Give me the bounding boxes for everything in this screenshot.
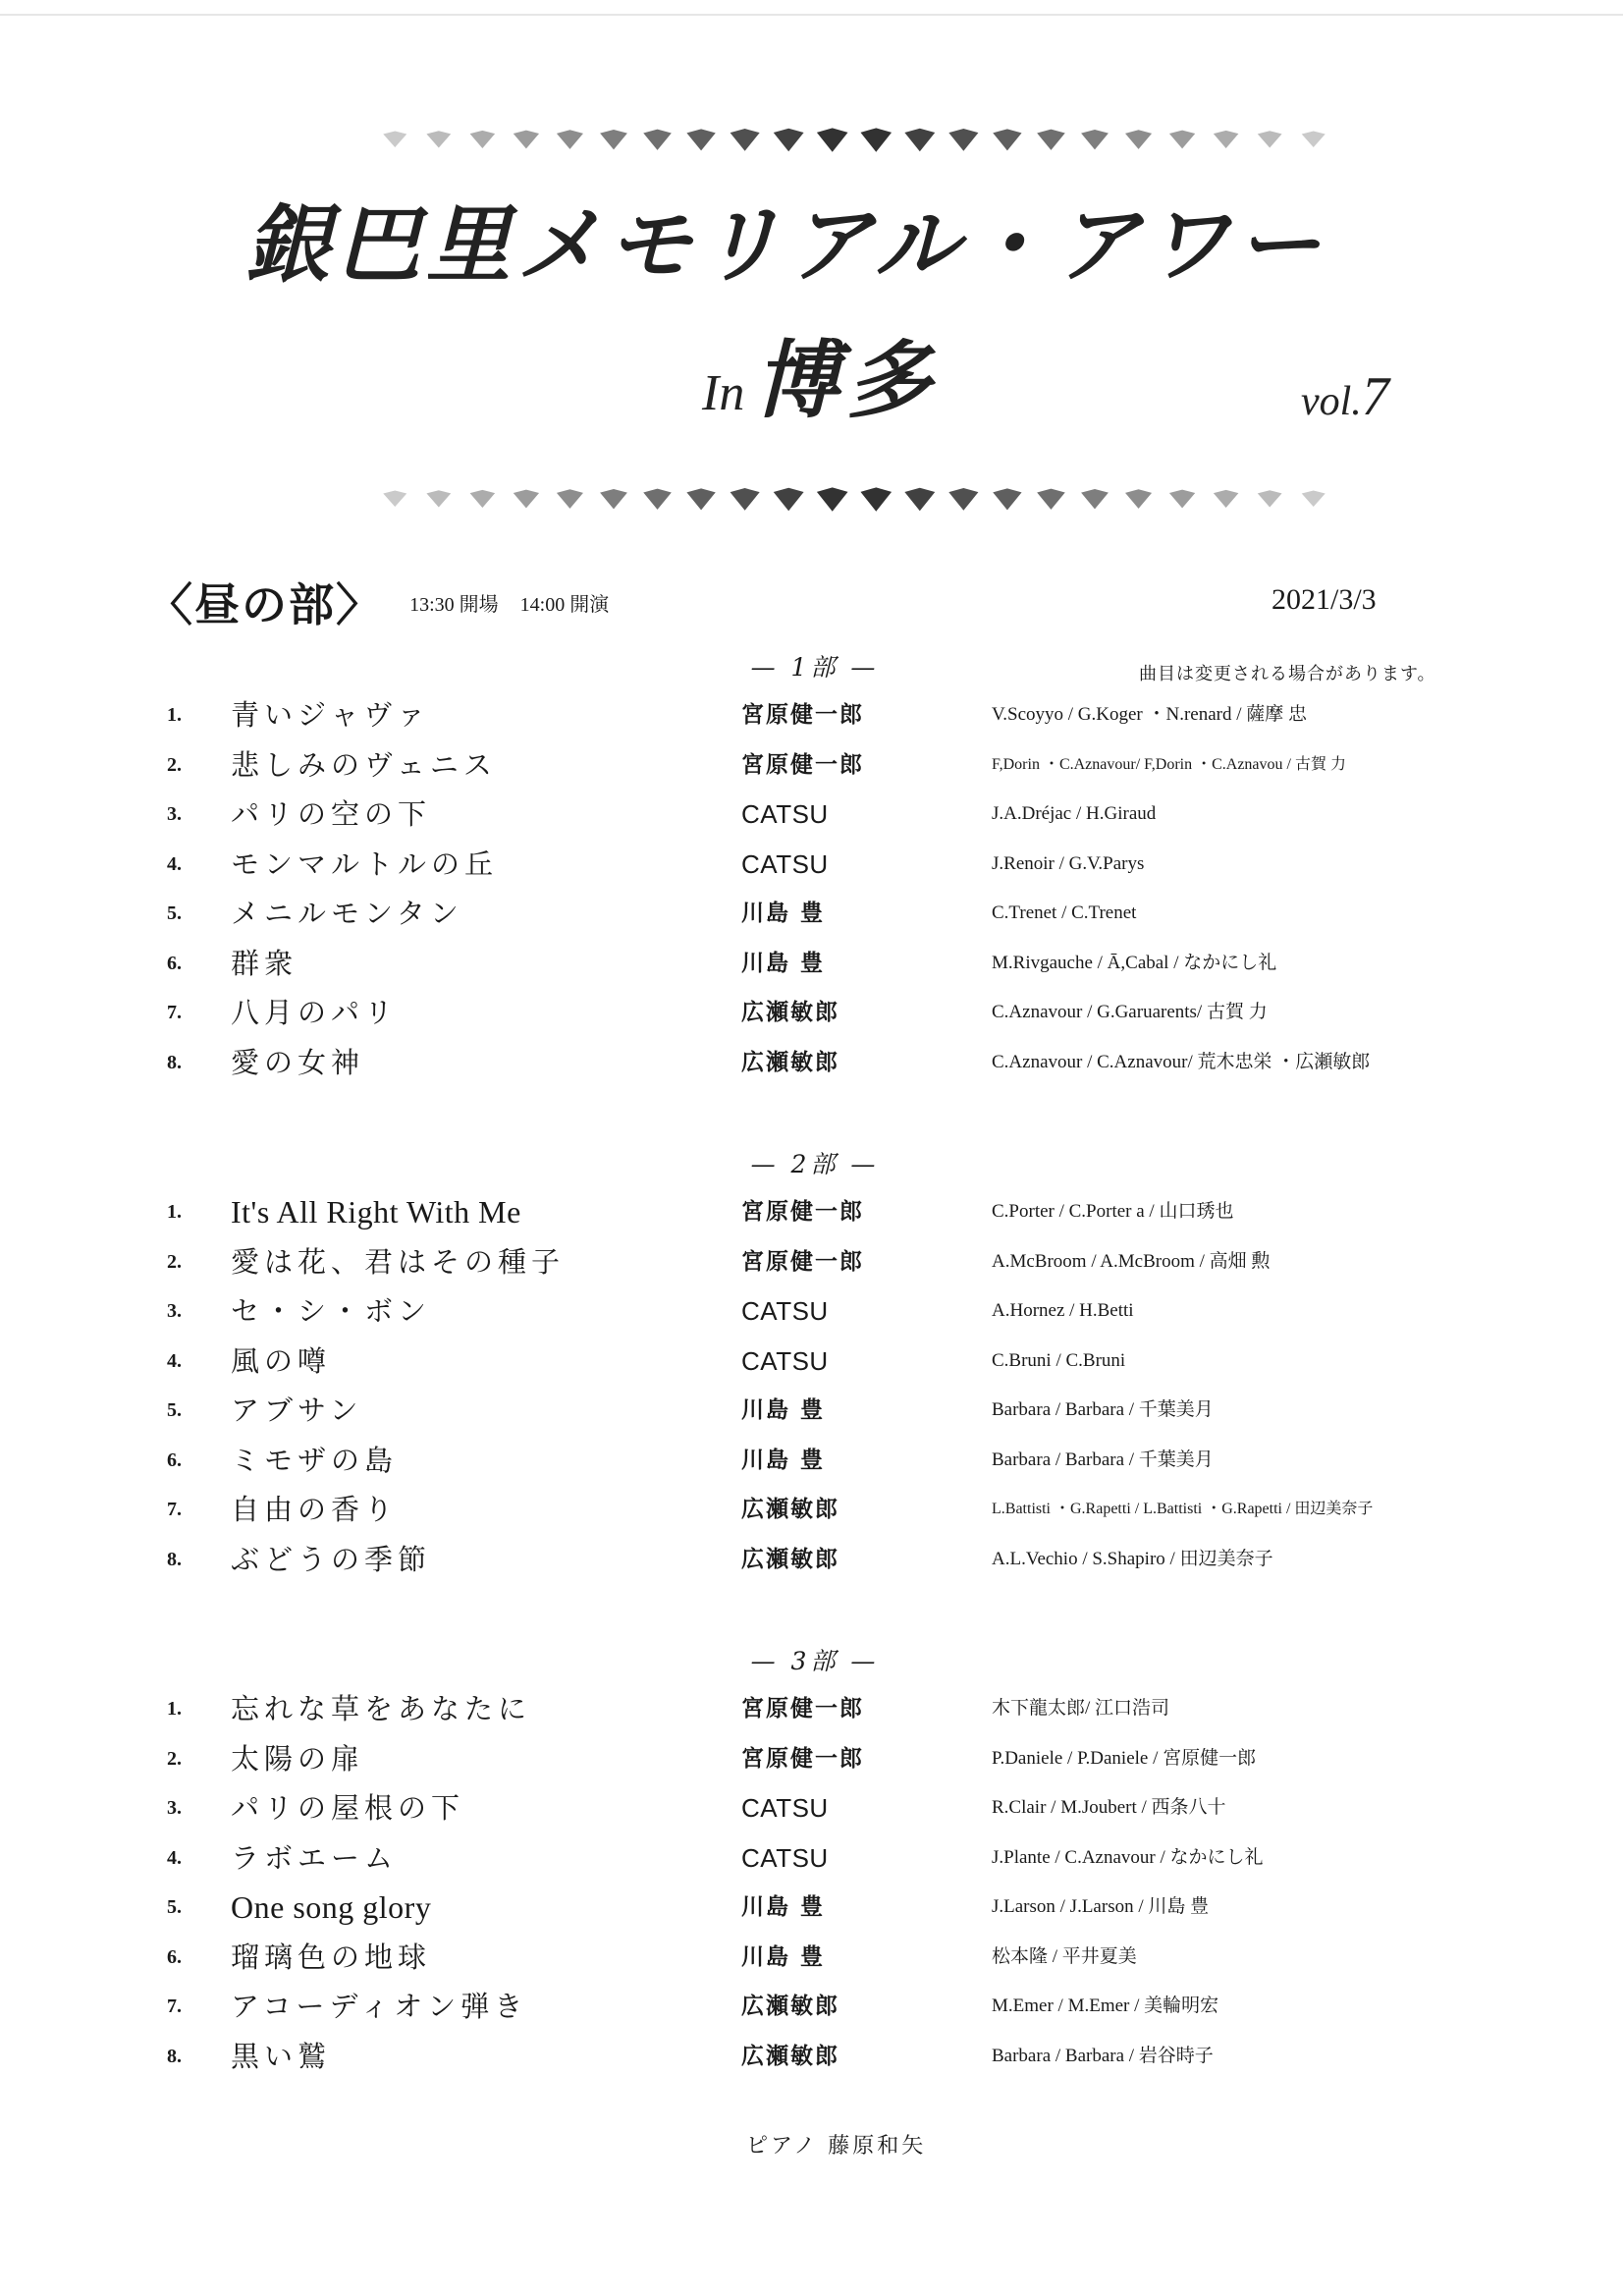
song-credits: A.McBroom / A.McBroom / 高畑 勲	[992, 1250, 1271, 1272]
song-row	[0, 1783, 1623, 1833]
doors-time: 13:30 開場	[409, 593, 499, 616]
song-row	[0, 1286, 1623, 1337]
song-title: 愛の女神	[231, 1045, 365, 1079]
song-number: 1.	[167, 1698, 182, 1720]
song-title: 瑠璃色の地球	[231, 1940, 432, 1974]
song-credits: C.Porter / C.Porter a / 山口琇也	[992, 1201, 1234, 1222]
diamond-mark	[774, 129, 804, 152]
piano-credit: ピアノ 藤原和矢	[746, 2134, 927, 2159]
session-times	[409, 594, 609, 616]
song-number: 6.	[167, 1945, 182, 1968]
song-row	[0, 1883, 1623, 1933]
diamond-mark	[1037, 489, 1065, 510]
session-label: 〈昼の部〉	[147, 578, 383, 631]
song-credits: J.A.Dréjac / H.Giraud	[992, 803, 1157, 824]
song-credits: M.Rivgauche / Ā,Cabal / なかにし礼	[992, 952, 1277, 973]
song-number: 6.	[167, 1449, 182, 1471]
diamond-mark	[993, 488, 1021, 510]
song-number: 3.	[167, 1797, 182, 1819]
song-row	[0, 1535, 1623, 1585]
song-credits: R.Clair / M.Joubert / 西条八十	[992, 1797, 1226, 1818]
diamond-mark	[730, 129, 760, 151]
diamond-mark	[470, 131, 496, 148]
diamond-mark	[774, 488, 804, 512]
song-row	[0, 889, 1623, 939]
song-credits: P.Daniele / P.Daniele / 宮原健一郎	[992, 1747, 1257, 1769]
page-title: 銀巴里メモリアル・アワー	[245, 195, 1326, 295]
song-number: 5.	[167, 902, 182, 924]
song-title: 太陽の扉	[231, 1741, 365, 1776]
song-number: 1.	[167, 1201, 182, 1223]
diamond-mark	[1081, 130, 1109, 149]
song-title: 群衆	[231, 946, 298, 980]
diamond-ornament	[373, 118, 1335, 157]
song-singer: 川島 豊	[741, 1396, 826, 1423]
song-row	[0, 1237, 1623, 1287]
song-number: 4.	[167, 1349, 182, 1372]
song-singer: 川島 豊	[741, 1446, 826, 1473]
song-row	[0, 2032, 1623, 2082]
song-singer: 宮原健一郎	[741, 1198, 864, 1225]
song-row	[0, 690, 1623, 740]
diamond-mark	[514, 490, 539, 509]
song-credits: Barbara / Barbara / 千葉美月	[992, 1449, 1214, 1470]
volume-prefix: vol.	[1301, 379, 1362, 424]
diamond-mark	[948, 129, 978, 151]
song-title: 悲しみのヴェニス	[231, 747, 497, 782]
diamond-mark	[1169, 490, 1195, 509]
song-row	[0, 1386, 1623, 1436]
song-credits: M.Emer / M.Emer / 美輪明宏	[992, 1995, 1219, 2016]
diamond-mark	[860, 128, 892, 151]
song-row	[0, 840, 1623, 890]
song-number: 2.	[167, 1250, 182, 1273]
song-title: It's All Right With Me	[231, 1194, 521, 1230]
song-credits: 木下龍太郎/ 江口浩司	[992, 1698, 1170, 1719]
volume-label	[1301, 365, 1389, 428]
song-row	[0, 1982, 1623, 2032]
song-title: 青いジャヴァ	[231, 698, 431, 732]
song-singer: 宮原健一郎	[741, 701, 864, 728]
song-row	[0, 1337, 1623, 1387]
song-singer: 宮原健一郎	[741, 1695, 864, 1722]
song-number: 6.	[167, 952, 182, 974]
diamond-mark	[383, 491, 406, 508]
start-time: 14:00 開演	[519, 593, 610, 616]
diamond-mark	[817, 128, 848, 151]
song-credits: C.Aznavour / G.Garuarents/ 古賀 力	[992, 1002, 1268, 1022]
song-row	[0, 939, 1623, 989]
diamond-mark	[1302, 132, 1325, 148]
song-credits: C.Aznavour / C.Aznavour/ 荒木忠栄 ・広瀬敏郎	[992, 1051, 1371, 1072]
song-singer: 宮原健一郎	[741, 1247, 864, 1275]
song-number: 7.	[167, 1002, 182, 1023]
diamond-mark	[383, 132, 406, 148]
song-title: セ・シ・ボン	[231, 1294, 432, 1328]
song-row	[0, 1485, 1623, 1535]
diamond-mark	[1081, 489, 1109, 509]
song-singer: CATSU	[741, 848, 829, 879]
diamond-mark	[730, 488, 760, 511]
song-number: 3.	[167, 803, 182, 825]
diamond-ornament	[373, 477, 1335, 517]
song-number: 4.	[167, 1846, 182, 1869]
diamond-mark	[993, 129, 1021, 150]
diamond-mark	[1302, 491, 1325, 508]
song-row	[0, 1933, 1623, 1983]
volume-number: 7	[1361, 366, 1389, 427]
part-1-header: — 1部 —	[750, 653, 880, 682]
song-credits: A.L.Vechio / S.Shapiro / 田辺美奈子	[992, 1548, 1273, 1569]
song-singer: 広瀬敏郎	[741, 2042, 839, 2069]
diamond-mark	[904, 129, 935, 152]
song-credits: J.Plante / C.Aznavour / なかにし礼	[992, 1846, 1264, 1868]
song-title: One song glory	[231, 1889, 432, 1925]
song-number: 2.	[167, 1747, 182, 1770]
song-title: アコーディオン弾き	[231, 1990, 528, 2023]
song-row	[0, 1734, 1623, 1784]
song-singer: CATSU	[741, 1793, 829, 1823]
song-title: 八月のパリ	[231, 996, 399, 1029]
song-credits: Barbara / Barbara / 千葉美月	[992, 1399, 1214, 1420]
song-singer: 広瀬敏郎	[741, 999, 839, 1025]
diamond-mark	[1214, 131, 1239, 148]
program-change-notice: 曲目は変更される場合があります。	[1139, 664, 1436, 684]
song-number: 8.	[167, 1051, 182, 1073]
song-singer: 川島 豊	[741, 1942, 826, 1970]
scan-top-edge	[0, 14, 1623, 16]
song-number: 2.	[167, 753, 182, 776]
song-row	[0, 790, 1623, 840]
song-singer: 川島 豊	[741, 949, 826, 976]
diamond-mark	[643, 489, 672, 510]
diamond-mark	[1258, 490, 1282, 507]
song-singer: 川島 豊	[741, 900, 826, 926]
song-credits: A.Hornez / H.Betti	[992, 1300, 1134, 1321]
diamond-mark	[643, 130, 672, 150]
diamond-mark	[1258, 131, 1282, 147]
song-singer: CATSU	[741, 799, 829, 829]
song-number: 5.	[167, 1399, 182, 1421]
song-credits: C.Trenet / C.Trenet	[992, 902, 1137, 923]
song-credits: C.Bruni / C.Bruni	[992, 1349, 1126, 1371]
song-title: パリの空の下	[231, 797, 432, 831]
diamond-mark	[514, 131, 539, 149]
part-3-header: — 3部 —	[750, 1647, 880, 1675]
song-number: 1.	[167, 704, 182, 726]
song-title: モンマルトルの丘	[231, 847, 499, 881]
diamond-mark	[686, 488, 715, 510]
song-row	[0, 740, 1623, 791]
song-credits: 松本隆 / 平井夏美	[992, 1945, 1137, 1967]
song-singer: CATSU	[741, 1345, 829, 1376]
song-row	[0, 1833, 1623, 1884]
song-title: ぶどうの季節	[231, 1542, 432, 1576]
diamond-mark	[600, 489, 627, 509]
song-singer: 宮原健一郎	[741, 1744, 864, 1772]
session-heading	[147, 570, 609, 634]
song-singer: 広瀬敏郎	[741, 1048, 839, 1075]
song-title: ラボエーム	[231, 1840, 399, 1875]
song-row	[0, 988, 1623, 1038]
song-singer: 広瀬敏郎	[741, 1496, 839, 1522]
diamond-mark	[1169, 131, 1195, 149]
song-number: 4.	[167, 852, 182, 875]
song-credits: F,Dorin ・C.Aznavour/ F,Dorin ・C.Aznavou / 古賀 力	[992, 755, 1346, 773]
song-number: 7.	[167, 1995, 182, 2017]
song-row	[0, 1684, 1623, 1734]
song-singer: 広瀬敏郎	[741, 1545, 839, 1572]
part-1-song-list	[0, 690, 1623, 1087]
song-row	[0, 1038, 1623, 1088]
song-title: 黒い鷲	[231, 2039, 332, 2073]
part-3-song-list	[0, 1684, 1623, 2081]
diamond-mark	[600, 130, 627, 149]
song-title: メニルモンタン	[231, 897, 463, 930]
diamond-mark	[1214, 490, 1239, 508]
song-credits: V.Scoyyo / G.Koger ・N.renard / 薩摩 忠	[992, 704, 1308, 725]
event-date: 2021/3/3	[1271, 583, 1377, 616]
song-credits: J.Renoir / G.V.Parys	[992, 852, 1145, 874]
subtitle	[702, 312, 939, 434]
song-singer: 広瀬敏郎	[741, 1993, 839, 2019]
ornament-diamond-row-bottom	[373, 477, 1335, 517]
diamond-mark	[948, 488, 978, 511]
diamond-mark	[1125, 489, 1152, 509]
song-credits: Barbara / Barbara / 岩谷時子	[992, 2045, 1214, 2066]
ornament-diamond-row-top	[373, 118, 1335, 157]
song-title: アブサン	[231, 1394, 363, 1427]
song-number: 8.	[167, 2045, 182, 2067]
song-title: 自由の香り	[231, 1493, 399, 1526]
song-number: 7.	[167, 1499, 182, 1520]
diamond-mark	[1125, 130, 1152, 149]
song-title: パリの屋根の下	[231, 1791, 465, 1825]
song-number: 5.	[167, 1896, 182, 1918]
song-row	[0, 1187, 1623, 1237]
song-title: 愛は花、君はその種子	[231, 1244, 566, 1279]
song-singer: CATSU	[741, 1296, 829, 1326]
diamond-mark	[557, 489, 583, 509]
song-title: ミモザの島	[231, 1443, 399, 1477]
diamond-mark	[426, 131, 451, 147]
song-number: 3.	[167, 1300, 182, 1322]
song-title: 忘れな草をあなたに	[231, 1692, 532, 1725]
subtitle-city: 博多	[754, 331, 940, 430]
song-credits: L.Battisti ・G.Rapetti / L.Battisti ・G.Rapetti / 田辺美奈子	[992, 1501, 1374, 1517]
diamond-mark	[860, 487, 892, 511]
song-title: 風の噂	[231, 1343, 332, 1378]
song-singer: 宮原健一郎	[741, 750, 864, 778]
part-2-song-list	[0, 1187, 1623, 1584]
song-singer: 川島 豊	[741, 1893, 826, 1920]
song-credits: J.Larson / J.Larson / 川島 豊	[992, 1896, 1210, 1917]
diamond-mark	[557, 130, 583, 149]
diamond-mark	[470, 490, 496, 508]
diamond-mark	[904, 488, 935, 512]
diamond-mark	[426, 490, 451, 507]
diamond-mark	[817, 487, 848, 511]
part-2-header: — 2部 —	[750, 1150, 880, 1178]
song-singer: CATSU	[741, 1842, 829, 1873]
song-row	[0, 1436, 1623, 1486]
song-number: 8.	[167, 1548, 182, 1570]
diamond-mark	[686, 129, 715, 150]
subtitle-prefix: In	[702, 365, 745, 421]
diamond-mark	[1037, 130, 1065, 150]
